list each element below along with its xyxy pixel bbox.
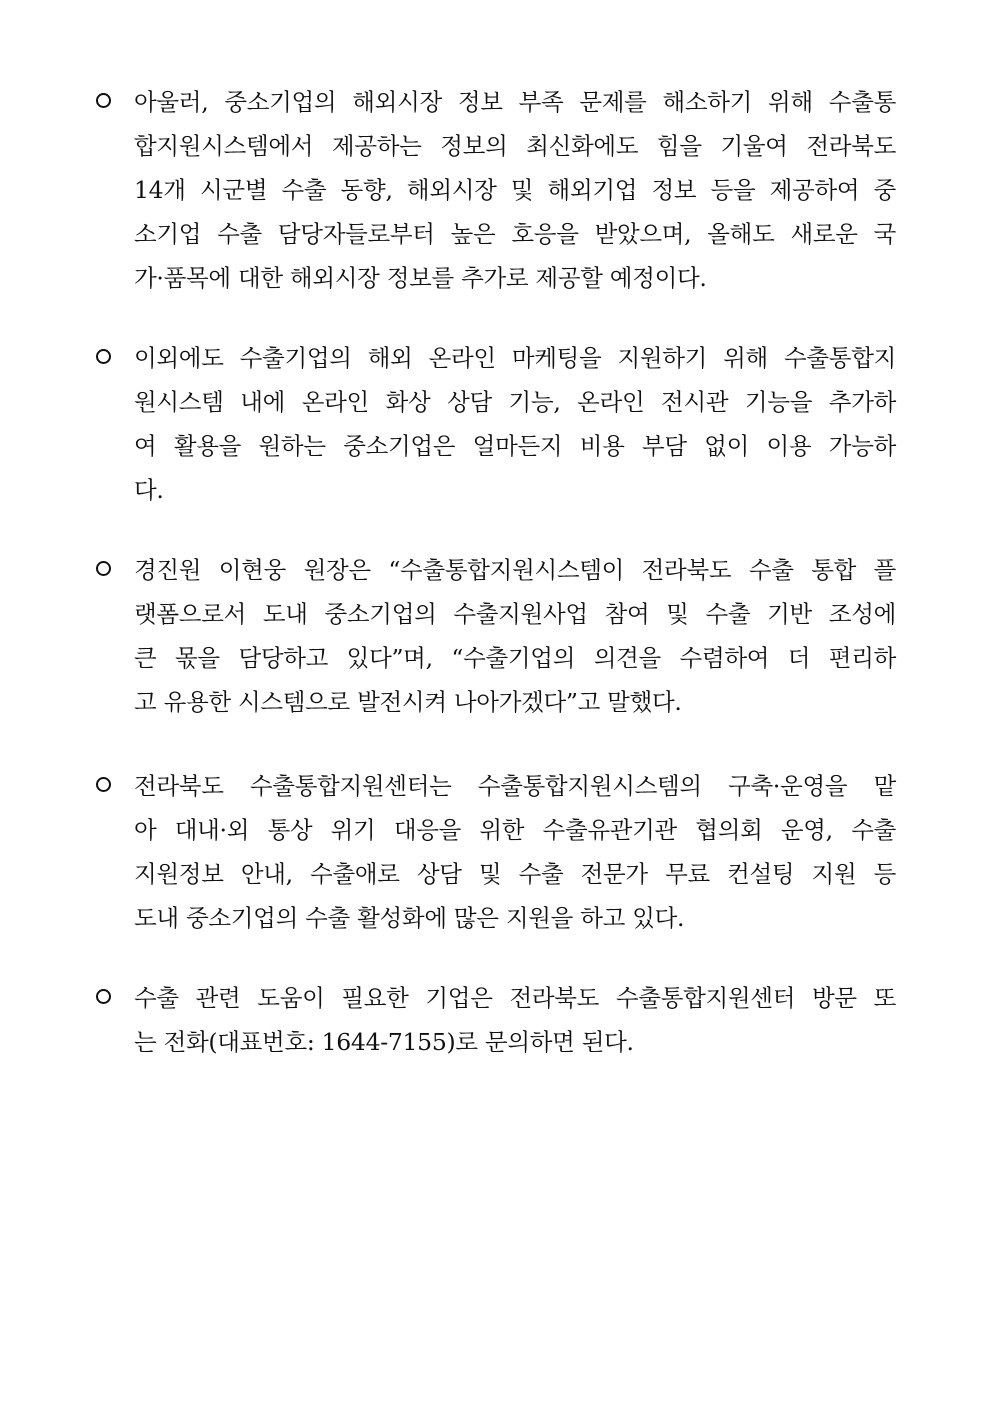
paragraph-line: 경진원 이현웅 원장은 “수출통합지원시스템이 전라북도 수출 통합 플 <box>134 556 896 584</box>
paragraph-line: 지원정보 안내, 수출애로 상담 및 수출 전문가 무료 컨설팅 지원 등 <box>134 860 896 888</box>
paragraph-line: 랫폼으로서 도내 중소기업의 수출지원사업 참여 및 수출 기반 조성에 <box>134 600 896 628</box>
hollow-circle-bullet-icon <box>96 777 111 792</box>
paragraph-line: 다. <box>134 476 164 504</box>
paragraph-line: 가·품목에 대한 해외시장 정보를 추가로 제공할 예정이다. <box>134 264 707 292</box>
paragraph-line: 아울러, 중소기업의 해외시장 정보 부족 문제를 해소하기 위해 수출통 <box>134 88 896 116</box>
paragraph-line: 는 전화(대표번호: 1644-7155)로 문의하면 된다. <box>134 1028 634 1056</box>
paragraph-line: 여 활용을 원하는 중소기업은 얼마든지 비용 부담 없이 이용 가능하 <box>134 432 896 460</box>
paragraph-line: 전라북도 수출통합지원센터는 수출통합지원시스템의 구축·운영을 맡 <box>134 772 896 800</box>
paragraph-line: 큰 몫을 담당하고 있다”며, “수출기업의 의견을 수렴하여 더 편리하 <box>134 644 896 672</box>
paragraph-line: 이외에도 수출기업의 해외 온라인 마케팅을 지원하기 위해 수출통합지 <box>134 344 896 372</box>
paragraph-line: 14개 시군별 수출 동향, 해외시장 및 해외기업 정보 등을 제공하여 중 <box>134 176 896 204</box>
hollow-circle-bullet-icon <box>96 93 111 108</box>
hollow-circle-bullet-icon <box>96 349 111 364</box>
hollow-circle-bullet-icon <box>96 989 111 1004</box>
paragraph-line: 도내 중소기업의 수출 활성화에 많은 지원을 하고 있다. <box>134 904 685 932</box>
paragraph-line: 고 유용한 시스템으로 발전시켜 나아가겠다”고 말했다. <box>134 688 682 716</box>
paragraph-line: 수출 관련 도움이 필요한 기업은 전라북도 수출통합지원센터 방문 또 <box>134 984 896 1012</box>
hollow-circle-bullet-icon <box>96 561 111 576</box>
paragraph-line: 원시스템 내에 온라인 화상 상담 기능, 온라인 전시관 기능을 추가하 <box>134 388 896 416</box>
paragraph-line: 아 대내·외 통상 위기 대응을 위한 수출유관기관 협의회 운영, 수출 <box>134 816 896 844</box>
paragraph-line: 합지원시스템에서 제공하는 정보의 최신화에도 힘을 기울여 전라북도 <box>134 132 896 160</box>
paragraph-line: 소기업 수출 담당자들로부터 높은 호응을 받았으며, 올해도 새로운 국 <box>134 220 896 248</box>
